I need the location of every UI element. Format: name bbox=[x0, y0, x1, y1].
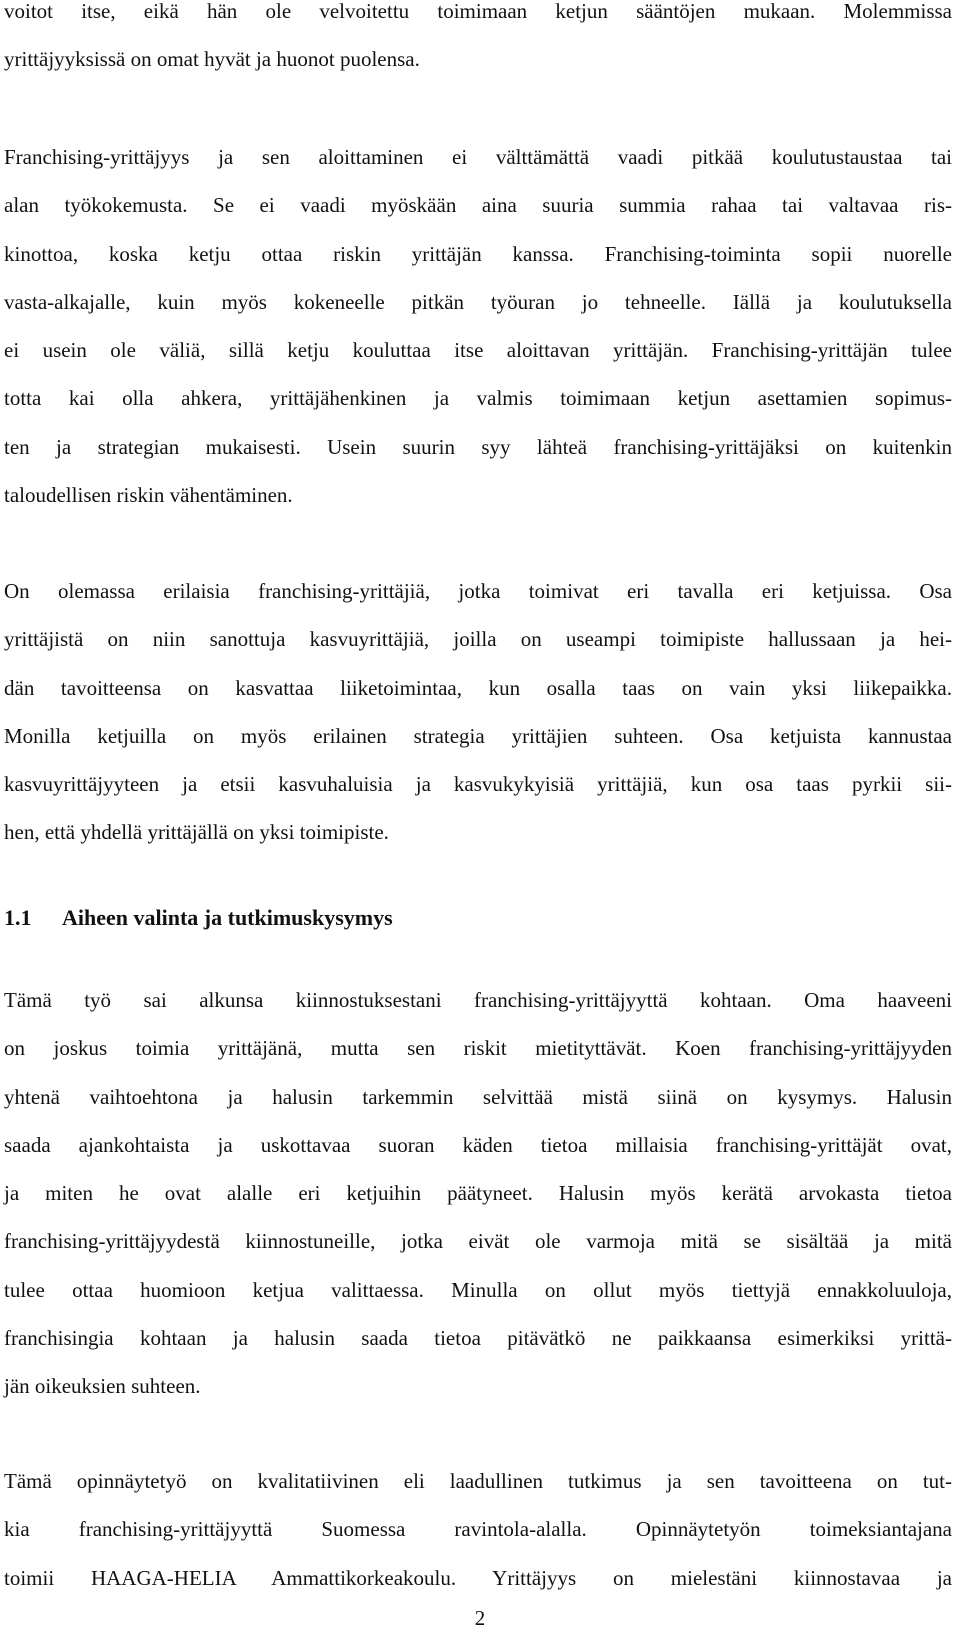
text-line: On olemassa erilaisia franchising-yrittäjiä, jotka toimivat eri tavalla eri ketjuissa. Osa bbox=[4, 579, 952, 603]
text-line: on joskus toimia yrittäjänä, mutta sen riskit mietityttävät. Koen franchising-yrittäjyyden bbox=[4, 1036, 952, 1061]
section-title: Aiheen valinta ja tutkimuskysymys bbox=[62, 905, 393, 930]
paragraph-thesis-description bbox=[4, 1457, 952, 1602]
text-line: totta kai olla ahkera, yrittäjähenkinen ja valmis toimimaan ketjun asettamien sopimus- bbox=[4, 386, 952, 411]
text-line: yrittäjyyksissä on omat hyvät ja huonot puolensa. bbox=[4, 47, 420, 72]
text-line: saada ajankohtaista ja uskottavaa suoran käden tietoa millaisia franchising-yrittäjät ovat, bbox=[4, 1132, 952, 1157]
text-line: kia franchising-yrittäjyyttä Suomessa ravintola-alalla. Opinnäytetyön toimeksiantajana bbox=[4, 1517, 952, 1542]
text-line: franchisingia kohtaan ja halusin saada tietoa pitävätkö ne paikkaansa esimerkiksi yrittä- bbox=[4, 1326, 952, 1351]
text-line: yhtenä vaihtoehtona ja halusin tarkemmin selvittää mistä siinä on kysymys. Halusin bbox=[4, 1084, 952, 1109]
text-line: Tämä opinnäytetyö on kvalitatiivinen eli laadullinen tutkimus ja sen tavoitteena on tut- bbox=[4, 1469, 952, 1493]
section-heading bbox=[4, 905, 393, 931]
paragraph-franchising-requirements bbox=[4, 133, 952, 519]
paragraph-intro-end bbox=[4, 0, 952, 84]
text-line: toimii HAAGA-HELIA Ammattikorkeakoulu. Yrittäjyys on mielestäni kiinnostavaa ja bbox=[4, 1565, 952, 1590]
paragraph-topic-choice bbox=[4, 976, 952, 1411]
text-line: Tämä työ sai alkunsa kiinnostuksestani franchising-yrittäjyyttä kohtaan. Oma haaveeni bbox=[4, 988, 952, 1012]
section-number: 1.1 bbox=[4, 905, 32, 930]
page-number: 2 bbox=[474, 1606, 486, 1630]
text-line: kinottoa, koska ketju ottaa riskin yrittäjän kanssa. Franchising-toiminta sopii nuorelle bbox=[4, 241, 952, 266]
text-line: hen, että yhdellä yrittäjällä on yksi toimipiste. bbox=[4, 820, 389, 845]
text-line: franchising-yrittäjyydestä kiinnostuneille, jotka eivät ole varmoja mitä se sisältää ja mitä bbox=[4, 1229, 952, 1254]
text-line: alan työkokemusta. Se ei vaadi myöskään aina suuria summia rahaa tai valtavaa ris- bbox=[4, 193, 952, 218]
text-line: yrittäjistä on niin sanottuja kasvuyrittäjiä, joilla on useampi toimipiste hallussaan ja hei- bbox=[4, 627, 952, 652]
text-line: taloudellisen riskin vähentäminen. bbox=[4, 483, 293, 508]
text-line: tulee ottaa huomioon ketjua valittaessa. Minulla on ollut myös tiettyjä ennakkoluuloja, bbox=[4, 1277, 952, 1302]
text-line: dän tavoitteensa on kasvattaa liiketoimintaa, kun osalla taas on vain yksi liikepaikka. bbox=[4, 675, 952, 700]
text-line: Monilla ketjuilla on myös erilainen strategia yrittäjien suhteen. Osa ketjuista kannustaa bbox=[4, 723, 952, 748]
text-line: Franchising-yrittäjyys ja sen aloittaminen ei välttämättä vaadi pitkää koulutustaustaa tai bbox=[4, 145, 952, 169]
text-line: ei usein ole väliä, sillä ketju kouluttaa itse aloittavan yrittäjän. Franchising-yrittäjän tulee bbox=[4, 338, 952, 363]
text-line: ten ja strategian mukaisesti. Usein suurin syy lähteä franchising-yrittäjäksi on kuitenkin bbox=[4, 434, 952, 459]
text-line: vasta-alkajalle, kuin myös kokeneelle pitkän työuran jo tehneelle. Iällä ja koulutuksella bbox=[4, 289, 952, 314]
paragraph-entrepreneur-types bbox=[4, 567, 952, 857]
text-line: ja miten he ovat alalle eri ketjuihin päätyneet. Halusin myös kerätä arvokasta tietoa bbox=[4, 1181, 952, 1206]
text-line: kasvuyrittäjyyteen ja etsii kasvuhaluisia ja kasvukykyisiä yrittäjiä, kun osa taas pyrkii sii- bbox=[4, 772, 952, 797]
text-line: voitot itse, eikä hän ole velvoitettu toimimaan ketjun sääntöjen mukaan. Molemmissa bbox=[4, 0, 952, 23]
text-line: jän oikeuksien suhteen. bbox=[4, 1374, 201, 1399]
